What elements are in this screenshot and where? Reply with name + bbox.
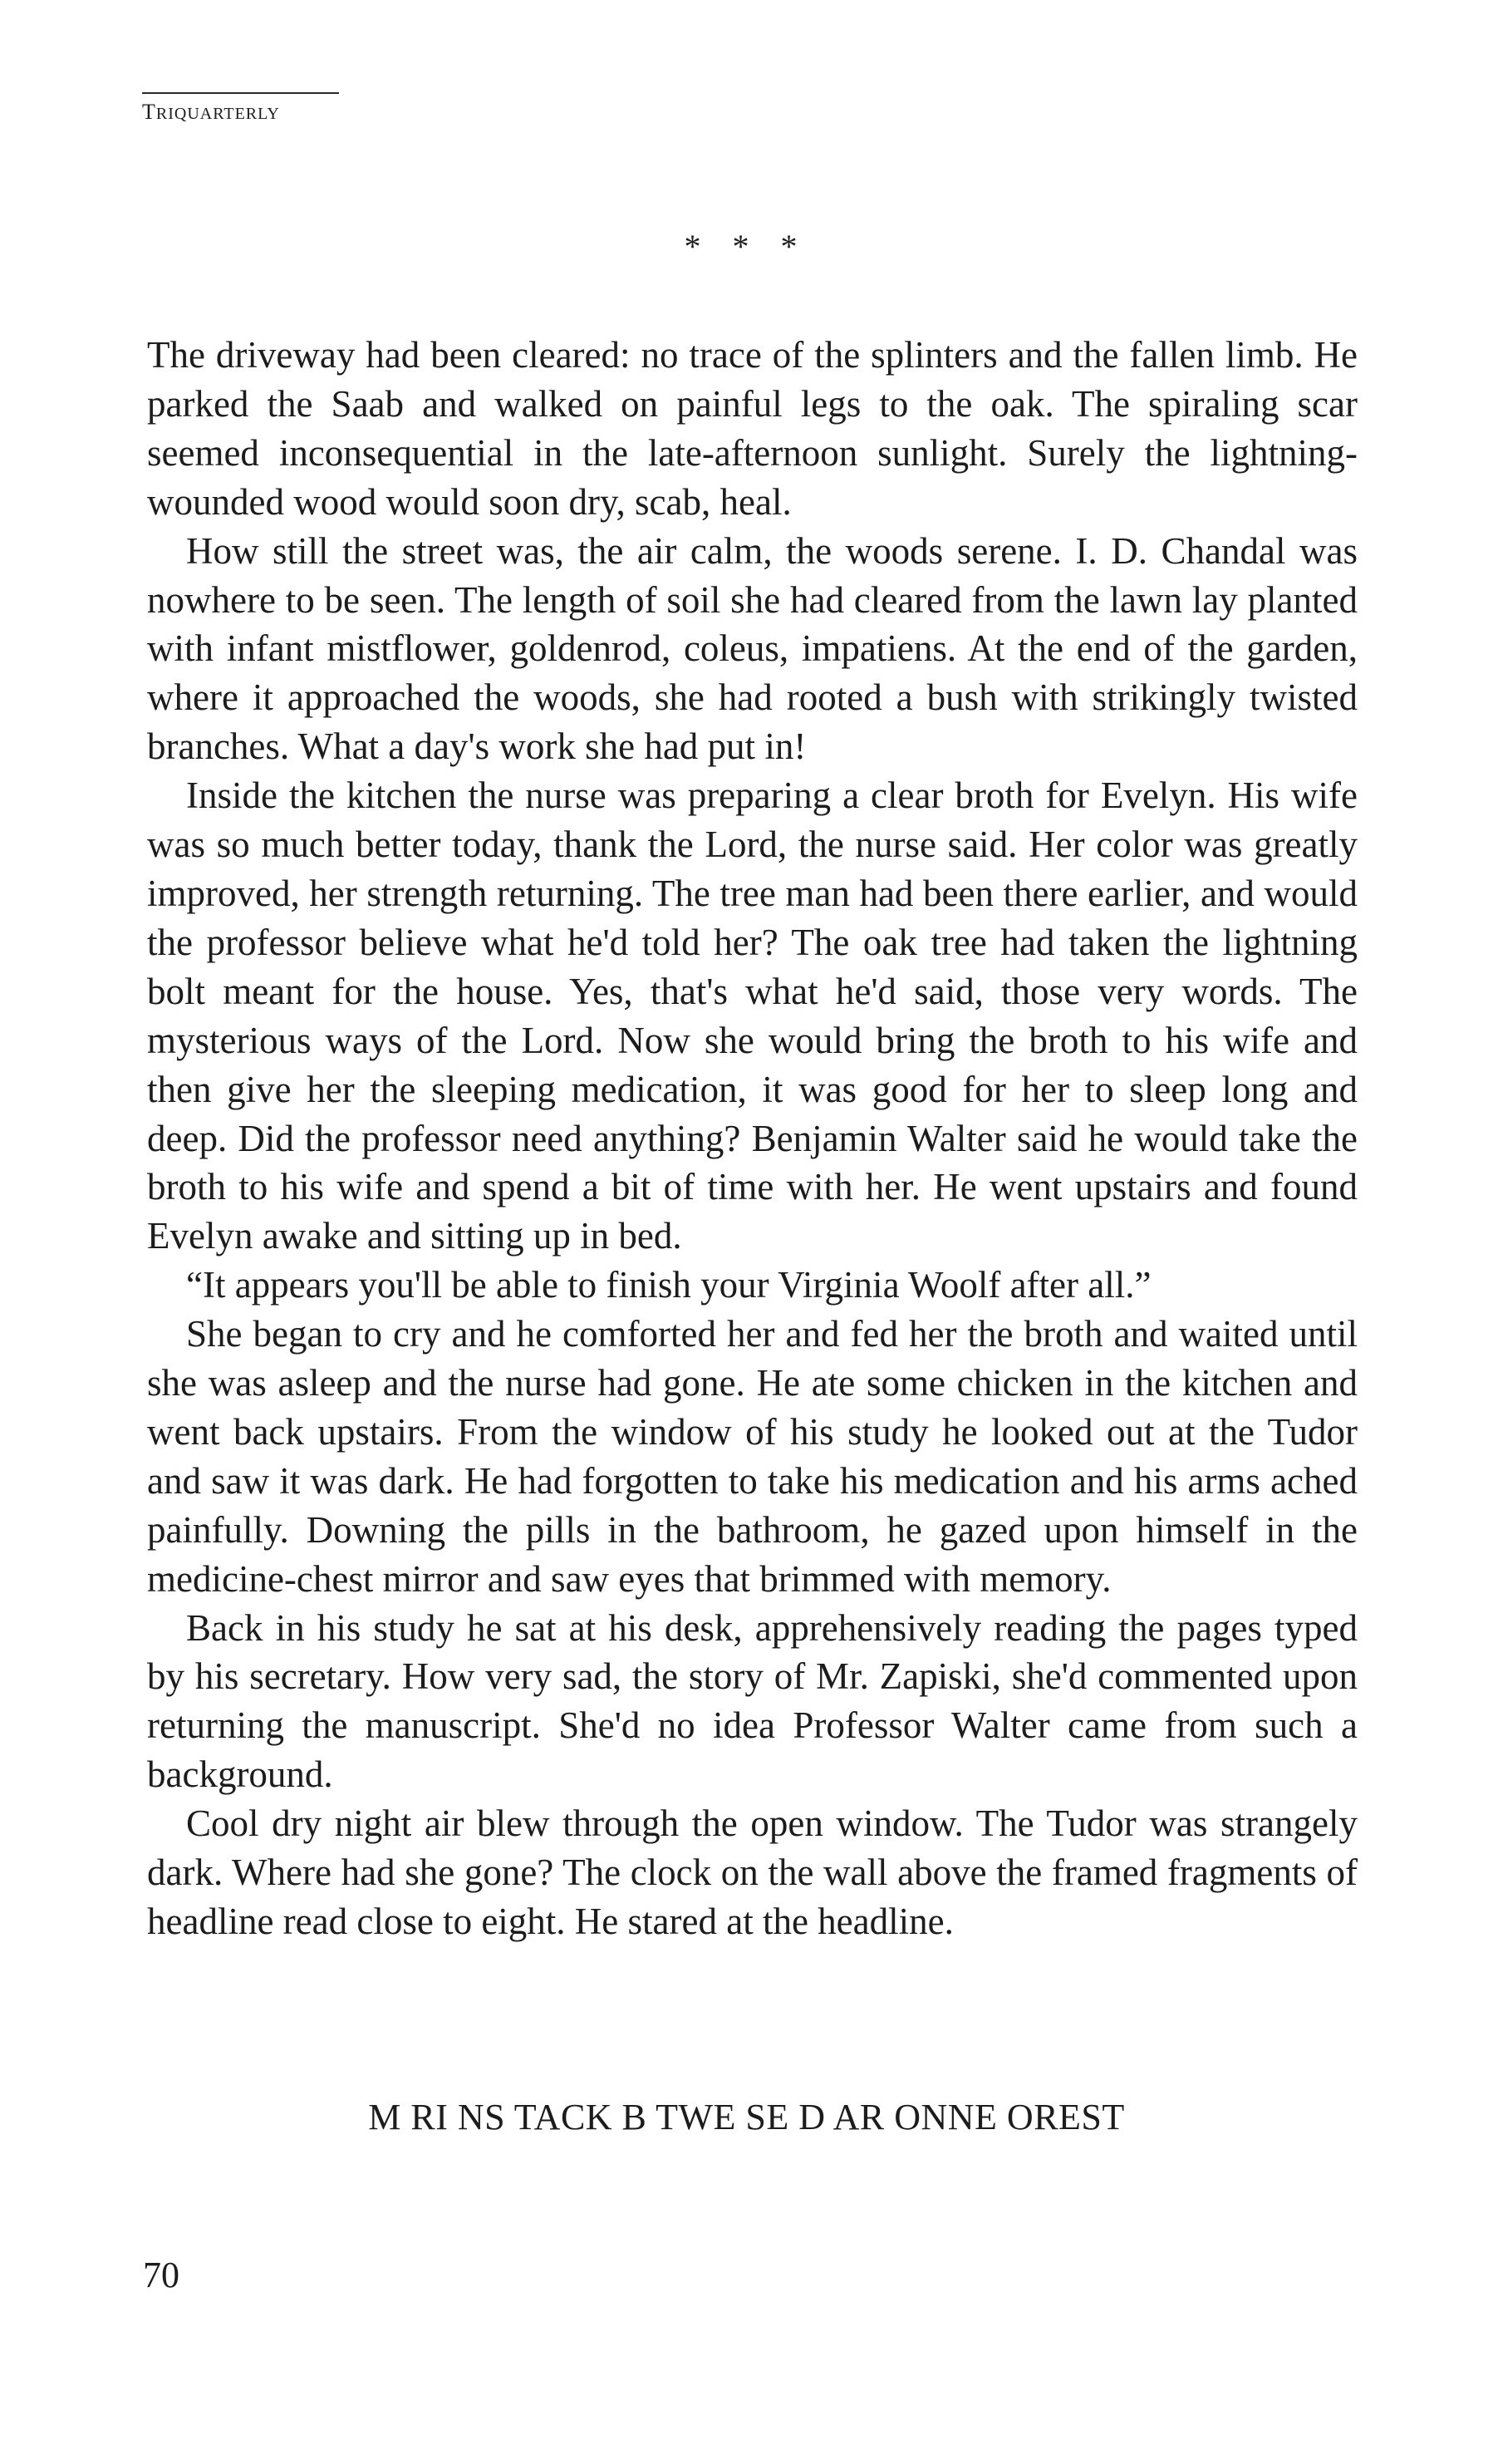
- running-head-rest: RIQUARTERLY: [155, 105, 280, 123]
- headline-fragment: M RI NS TACK B TWE SE D AR ONNE OREST: [368, 2097, 1125, 2137]
- running-head-rule: [142, 92, 339, 94]
- paragraph: Cool dry night air blew through the open window. The Tudor was strangely dark. Where had she gone? The clock on the wall above the framed fragments of headline read close to eight. He stared at the headline.: [147, 1803, 1358, 1942]
- paragraph: The driveway had been cleared: no trace of the splinters and the fallen limb. He parked the Saab and walked on painful legs to the oak. The spiraling scar seemed inconsequential in the late-afternoon sunlight. Surely the lightning-wounded wood would soon dry, scab, heal.: [147, 334, 1358, 523]
- running-head-first: T: [142, 100, 156, 124]
- paragraph: Inside the kitchen the nurse was preparing a clear broth for Evelyn. His wife was so much better today, thank the Lord, the nurse said. Her color was greatly improved, her strength returning. The tree man had been there earlier, and would the professor believe what he'd told her? The oak tree had taken the lightning bolt meant for the house. Yes, that's what he'd said, those very words. The mysterious ways of the Lord. Now she would bring the broth to his wife and then give her the sleeping medication, it was good for her to sleep long and deep. Did the professor need anything? Benjamin Walter said he would take the broth to his wife and spend a bit of time with her. He went upstairs and found Evelyn awake and sitting up in bed.: [147, 775, 1358, 1257]
- paragraph: “It appears you'll be able to finish your Virginia Woolf after all.”: [186, 1264, 1152, 1306]
- running-head: [142, 100, 280, 126]
- section-break: * * *: [684, 228, 809, 265]
- body-text: [147, 331, 1358, 1946]
- paragraph: How still the street was, the air calm, the woods serene. I. D. Chandal was nowhere to be seen. The length of soil she had cleared from the lawn lay planted with infant mistflower, goldenrod, coleus, impatiens. At the end of the garden, where it approached the woods, she had rooted a bush with strikingly twisted branches. What a day's work she had put in!: [147, 529, 1358, 768]
- page-number: 70: [143, 2255, 179, 2295]
- paragraph: Back in his study he sat at his desk, apprehensively reading the pages typed by his secretary. How very sad, the story of Mr. Zapiski, she'd commented upon returning the manuscript. She'd no idea Professor Walter came from such a background.: [147, 1606, 1358, 1796]
- paragraph: She began to cry and he comforted her and fed her the broth and waited until she was asleep and the nurse had gone. He ate some chicken in the kitchen and went back upstairs. From the window of his study he looked out at the Tudor and saw it was dark. He had forgotten to take his medication and his arms ached painfully. Downing the pills in the bathroom, he gazed upon himself in the medicine-chest mirror and saw eyes that brimmed with memory.: [147, 1313, 1358, 1600]
